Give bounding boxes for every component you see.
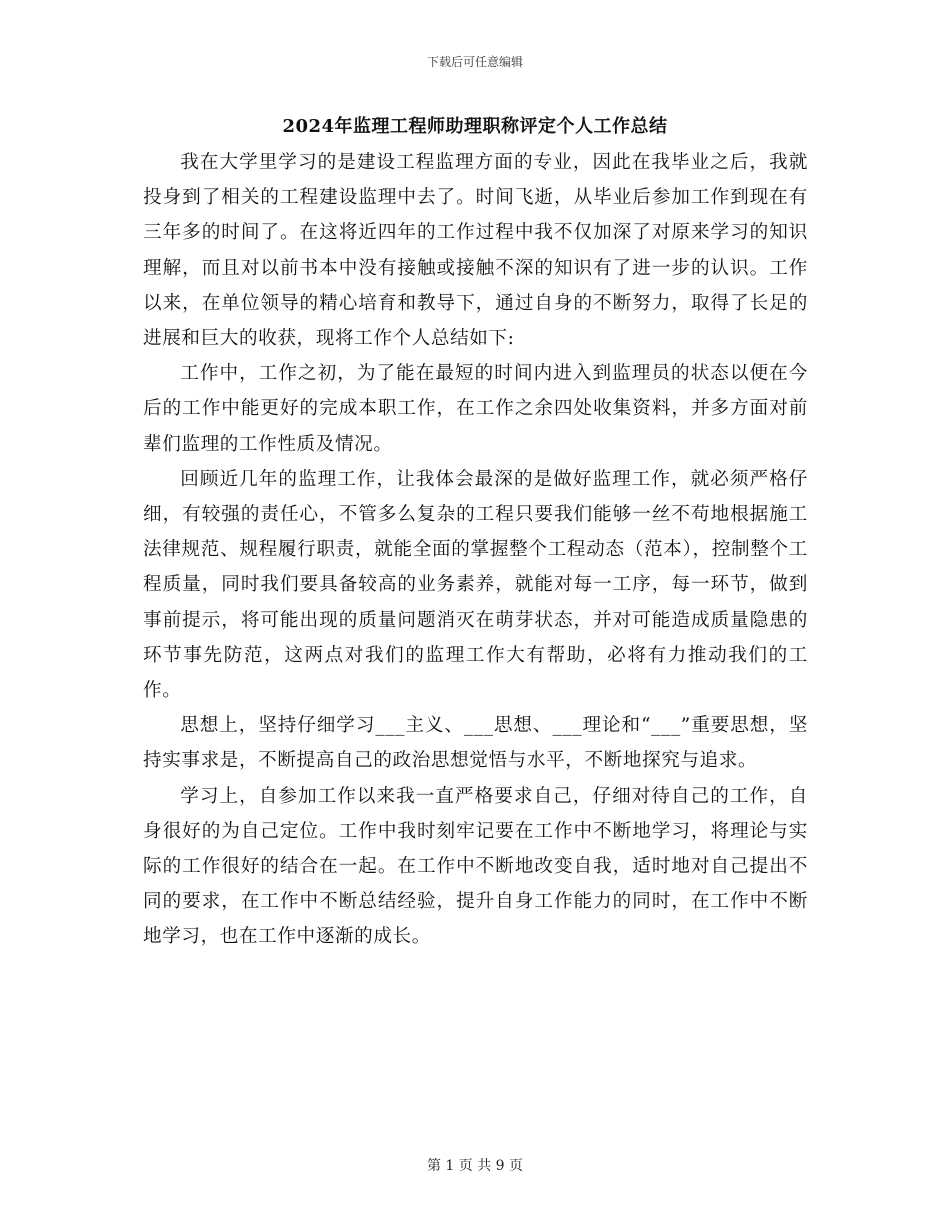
paragraph-thought: 思想上，坚持仔细学习___主义、___思想、___理论和“___”重要思想，坚持实事求是，不断提高自己的政治思想觉悟与水平，不断地探究与追求。: [143, 715, 808, 772]
header-note: 下载后可任意编辑: [426, 55, 523, 69]
paragraph-review: 回顾近几年的监理工作，让我体会最深的是做好监理工作，就必须严格仔细，有较强的责任心，不管多么复杂的工程只要我们能够一丝不苟地根据施工法律规范、规程履行职责，就能全面的掌握整个工程动态（范本），控制整个工程质量，同时我们要具备较高的业务素养，就能对每一工序，每一环节，做到事前提示，将可能出现的质量问题消灭在萌芽状态，并对可能造成质量隐患的环节事先防范，这两点对我们的监理工作大有帮助，必将有力推动我们的工作。: [143, 468, 808, 702]
document-title: 2024年监理工程师助理职称评定个人工作总结: [282, 116, 668, 137]
paragraph-study: 学习上，自参加工作以来我一直严格要求自己，仔细对待自己的工作，自身很好的为自己定位。工作中我时刻牢记要在工作中不断地学习，将理论与实际的工作很好的结合在一起。在工作中不断地改变自我，适时地对自己提出不同的要求，在工作中不断总结经验，提升自身工作能力的同时，在工作中不断地学习，也在工作中逐渐的成长。: [143, 785, 808, 948]
page-indicator: 第 1 页 共 9 页: [426, 1158, 524, 1174]
document-body: [143, 145, 808, 955]
paragraph-intro: 我在大学里学习的是建设工程监理方面的专业，因此在我毕业之后，我就投身到了相关的工程建设监理中去了。时间飞逝，从毕业后参加工作到现在有三年多的时间了。在这将近四年的工作过程中我不仅加深了对原来学习的知识理解，而且对以前书本中没有接触或接触不深的知识有了进一步的认识。工作以来，在单位领导的精心培育和教导下，通过自身的不断努力，取得了长足的进展和巨大的收获，现将工作个人总结如下:: [143, 152, 808, 350]
paragraph-work: 工作中，工作之初，为了能在最短的时间内进入到监理员的状态以便在今后的工作中能更好的完成本职工作，在工作之余四处收集资料，并多方面对前辈们监理的工作性质及情况。: [143, 363, 808, 455]
